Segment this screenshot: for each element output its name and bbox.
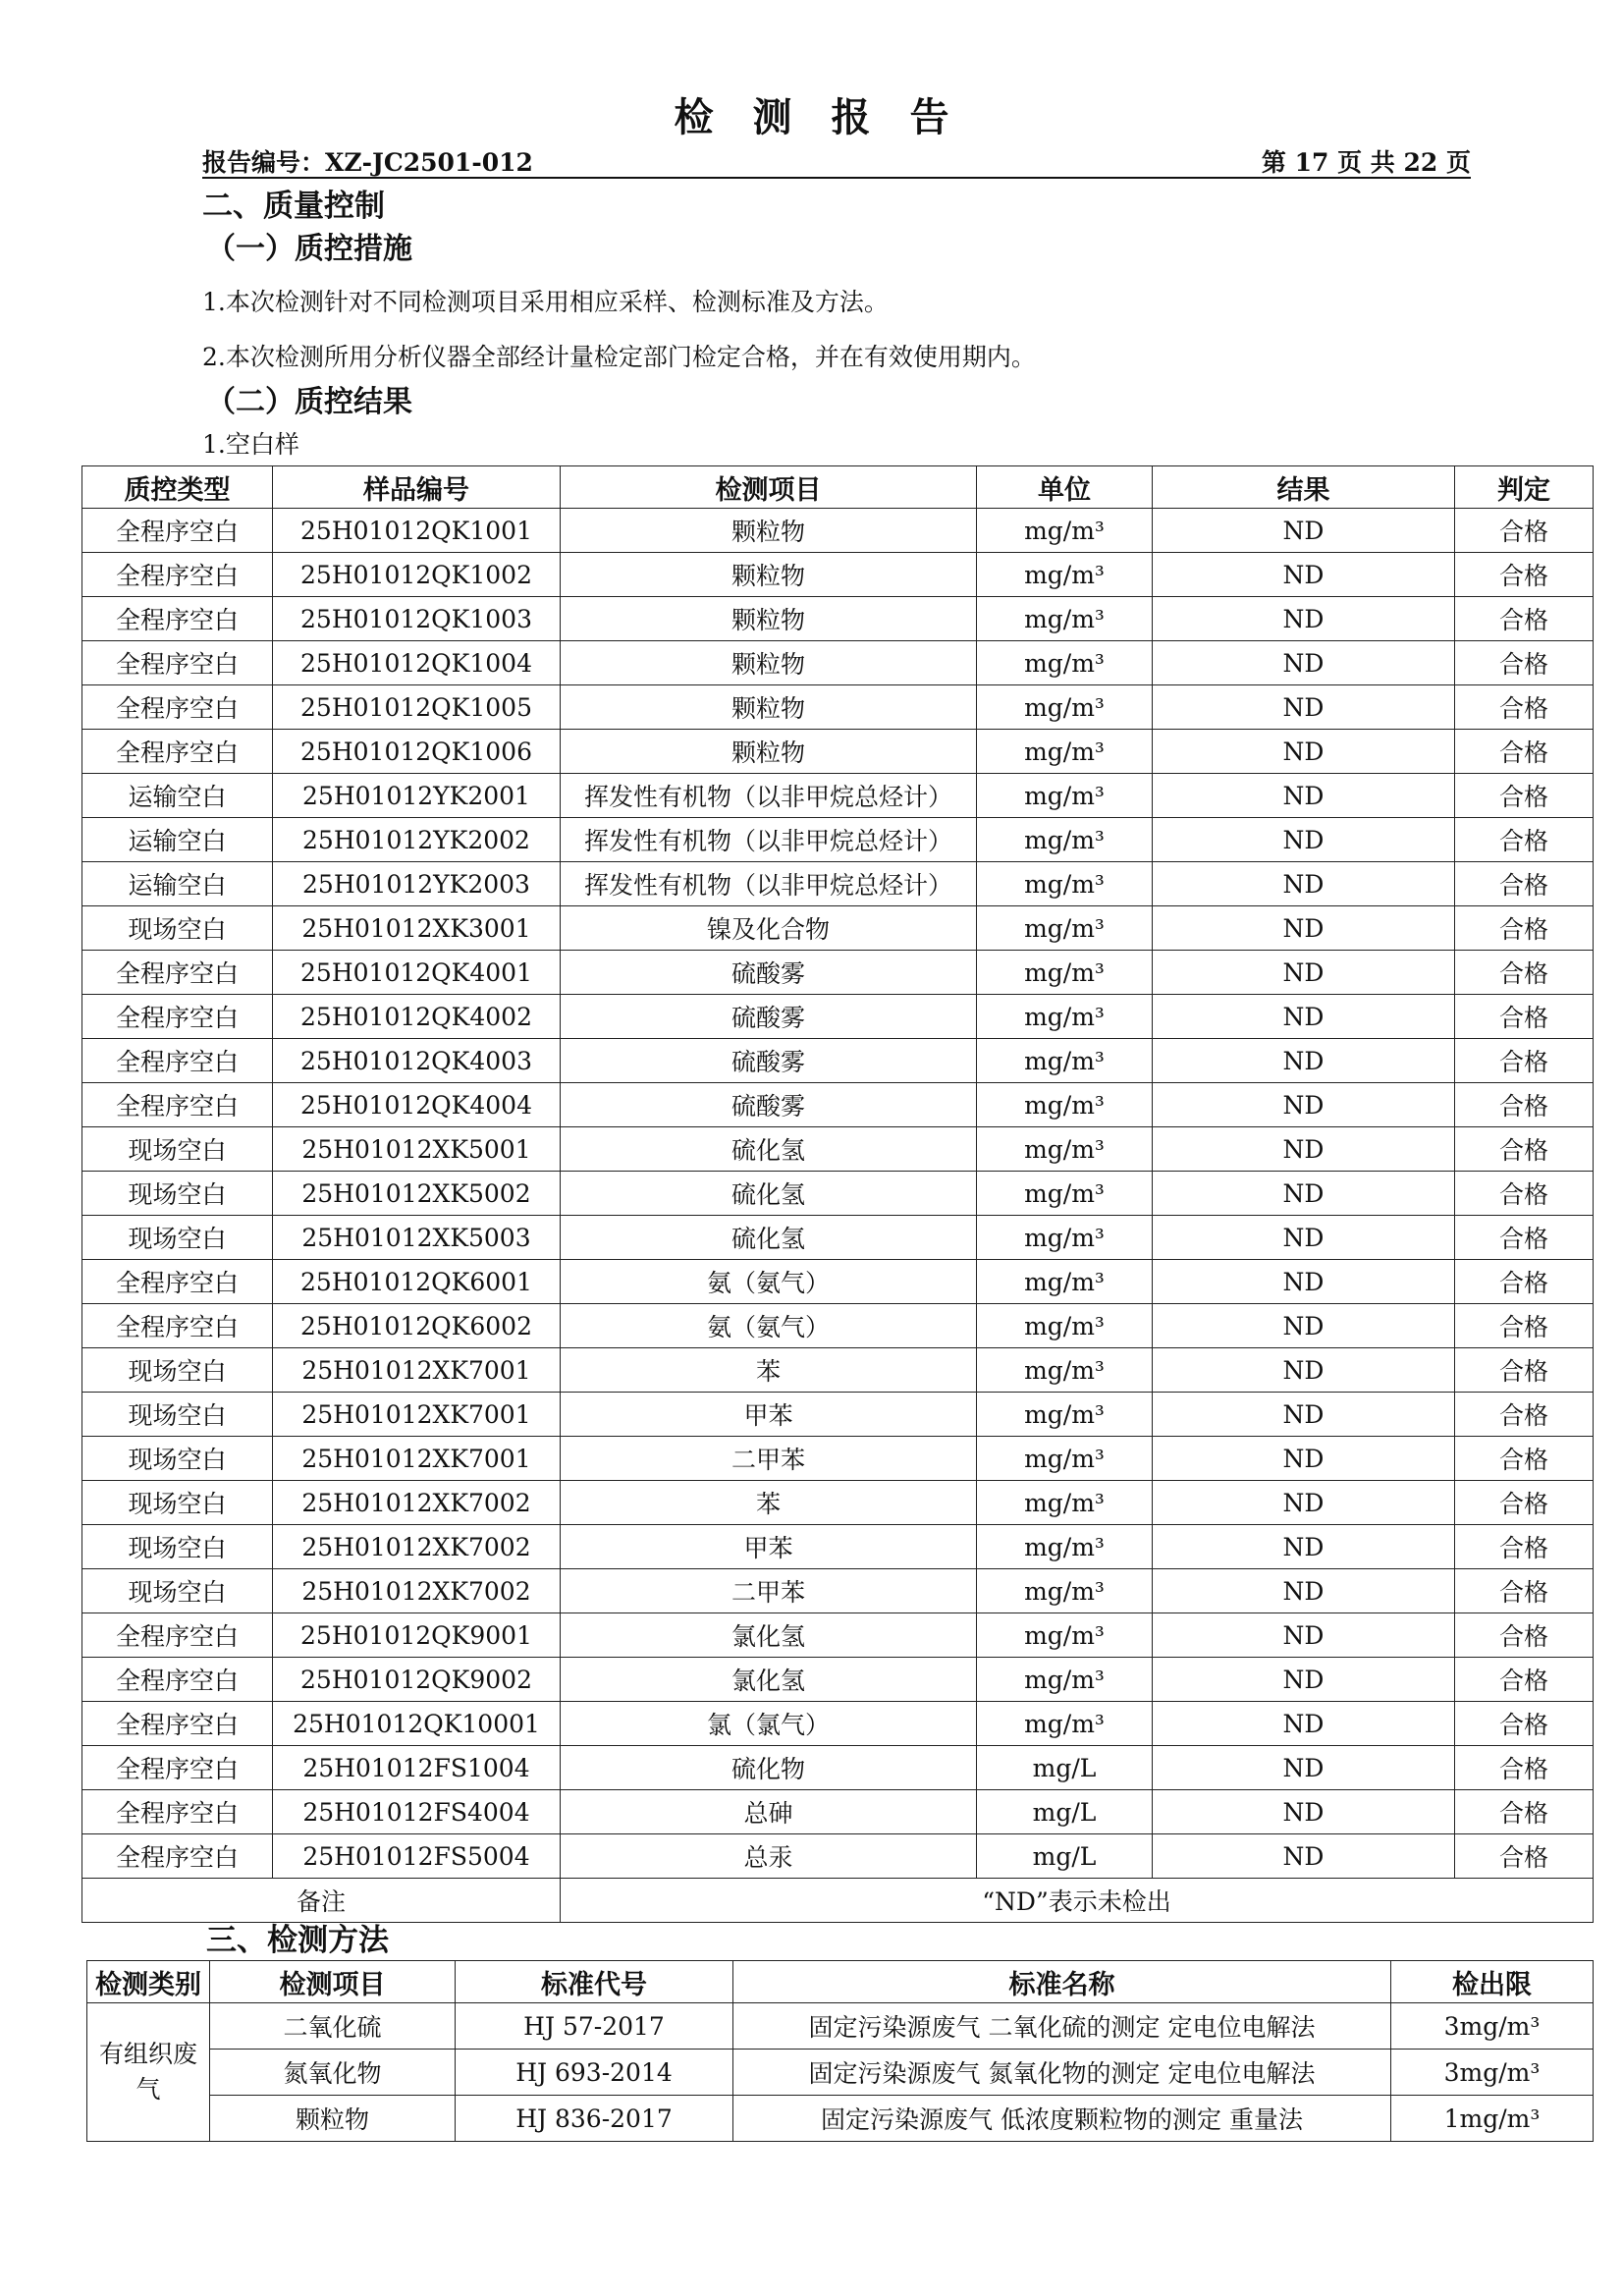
header-standard-name: 标准名称 [733, 1961, 1391, 2003]
unit-cell: mg/m³ [977, 995, 1153, 1039]
result-cell: ND [1153, 1790, 1455, 1834]
unit-cell: mg/m³ [977, 1039, 1153, 1083]
standard-name-cell: 固定污染源废气 低浓度颗粒物的测定 重量法 [733, 2096, 1391, 2142]
test-item-cell: 苯 [561, 1481, 977, 1525]
table-row [82, 1437, 1594, 1481]
report-number: 报告编号：XZ-JC2501-012 [202, 148, 533, 177]
unit-cell: mg/m³ [977, 1348, 1153, 1393]
test-item-cell: 甲苯 [561, 1393, 977, 1437]
sample-id-cell: 25H01012QK1001 [273, 509, 561, 553]
test-item-cell: 硫酸雾 [561, 1083, 977, 1127]
qc-type-cell: 全程序空白 [82, 1834, 273, 1879]
result-cell: ND [1153, 951, 1455, 995]
qc-type-cell: 全程序空白 [82, 951, 273, 995]
test-item-cell: 颗粒物 [561, 730, 977, 774]
judgement-cell: 合格 [1455, 774, 1594, 818]
sample-id-cell: 25H01012QK6001 [273, 1260, 561, 1304]
table-row [82, 1746, 1594, 1790]
category-cell: 有组织废气 [87, 2003, 210, 2142]
qc-type-cell: 现场空白 [82, 1437, 273, 1481]
unit-cell: mg/m³ [977, 1304, 1153, 1348]
method-item-cell: 二氧化硫 [210, 2003, 456, 2050]
test-item-cell: 镍及化合物 [561, 906, 977, 951]
unit-cell: mg/m³ [977, 730, 1153, 774]
qc-type-cell: 全程序空白 [82, 1658, 273, 1702]
unit-cell: mg/L [977, 1790, 1153, 1834]
page-info: 第 17 页 共 22 页 [1261, 148, 1471, 177]
table-row [82, 1260, 1594, 1304]
qc-type-cell: 运输空白 [82, 774, 273, 818]
qc-type-cell: 全程序空白 [82, 995, 273, 1039]
sample-id-cell: 25H01012YK2002 [273, 818, 561, 862]
sample-id-cell: 25H01012XK5002 [273, 1172, 561, 1216]
table-row [82, 1613, 1594, 1658]
standard-name-cell: 固定污染源废气 氮氧化物的测定 定电位电解法 [733, 2050, 1391, 2096]
sample-id-cell: 25H01012XK7001 [273, 1437, 561, 1481]
unit-cell: mg/m³ [977, 1525, 1153, 1569]
table-row [82, 774, 1594, 818]
judgement-cell: 合格 [1455, 1393, 1594, 1437]
sample-id-cell: 25H01012XK7002 [273, 1569, 561, 1613]
table-row [82, 1790, 1594, 1834]
table-row [82, 951, 1594, 995]
unit-cell: mg/m³ [977, 1569, 1153, 1613]
qc-type-cell: 现场空白 [82, 1172, 273, 1216]
sample-id-cell: 25H01012QK4004 [273, 1083, 561, 1127]
sample-id-cell: 25H01012FS1004 [273, 1746, 561, 1790]
section-methods-title: 三、检测方法 [206, 1923, 389, 1958]
sample-id-cell: 25H01012XK7002 [273, 1481, 561, 1525]
detection-limit-cell: 3mg/m³ [1391, 2050, 1594, 2096]
unit-cell: mg/m³ [977, 774, 1153, 818]
standard-code-cell: HJ 693-2014 [456, 2050, 733, 2096]
table-row [82, 1127, 1594, 1172]
detection-limit-cell: 1mg/m³ [1391, 2096, 1594, 2142]
table-row [82, 1039, 1594, 1083]
result-cell: ND [1153, 1260, 1455, 1304]
result-cell: ND [1153, 1304, 1455, 1348]
judgement-cell: 合格 [1455, 1083, 1594, 1127]
judgement-cell: 合格 [1455, 1216, 1594, 1260]
header-qc-type: 质控类型 [82, 466, 273, 509]
judgement-cell: 合格 [1455, 1481, 1594, 1525]
qc-type-cell: 全程序空白 [82, 1790, 273, 1834]
test-item-cell: 氯（氯气） [561, 1702, 977, 1746]
unit-cell: mg/m³ [977, 1216, 1153, 1260]
test-item-cell: 氯化氢 [561, 1658, 977, 1702]
unit-cell: mg/m³ [977, 641, 1153, 685]
qc-type-cell: 现场空白 [82, 1348, 273, 1393]
table-row [82, 641, 1594, 685]
unit-cell: mg/L [977, 1834, 1153, 1879]
test-item-cell: 硫化氢 [561, 1216, 977, 1260]
table-row [82, 1658, 1594, 1702]
result-cell: ND [1153, 1393, 1455, 1437]
judgement-cell: 合格 [1455, 1834, 1594, 1879]
sample-id-cell: 25H01012XK5001 [273, 1127, 561, 1172]
qc-type-cell: 全程序空白 [82, 1039, 273, 1083]
table-row [82, 906, 1594, 951]
test-item-cell: 氨（氨气） [561, 1304, 977, 1348]
judgement-cell: 合格 [1455, 641, 1594, 685]
qc-type-cell: 全程序空白 [82, 1702, 273, 1746]
method-item-cell: 氮氧化物 [210, 2050, 456, 2096]
sample-id-cell: 25H01012QK1002 [273, 553, 561, 597]
method-item-cell: 颗粒物 [210, 2096, 456, 2142]
sample-id-cell: 25H01012QK1004 [273, 641, 561, 685]
table-header-row [82, 466, 1594, 509]
sample-id-cell: 25H01012QK1003 [273, 597, 561, 641]
judgement-cell: 合格 [1455, 1127, 1594, 1172]
result-cell: ND [1153, 597, 1455, 641]
table-row [82, 862, 1594, 906]
result-cell: ND [1153, 906, 1455, 951]
test-item-cell: 甲苯 [561, 1525, 977, 1569]
test-item-cell: 硫化氢 [561, 1127, 977, 1172]
sample-id-cell: 25H01012QK1006 [273, 730, 561, 774]
sample-id-cell: 25H01012QK9001 [273, 1613, 561, 1658]
qc-type-cell: 全程序空白 [82, 553, 273, 597]
qc-type-cell: 现场空白 [82, 1393, 273, 1437]
judgement-cell: 合格 [1455, 1260, 1594, 1304]
result-cell: ND [1153, 1613, 1455, 1658]
sample-id-cell: 25H01012YK2001 [273, 774, 561, 818]
unit-cell: mg/m³ [977, 862, 1153, 906]
sample-id-cell: 25H01012XK7002 [273, 1525, 561, 1569]
unit-cell: mg/m³ [977, 597, 1153, 641]
detection-limit-cell: 3mg/m³ [1391, 2003, 1594, 2050]
table-row [82, 1702, 1594, 1746]
judgement-cell: 合格 [1455, 597, 1594, 641]
sample-id-cell: 25H01012QK9002 [273, 1658, 561, 1702]
test-item-cell: 总汞 [561, 1834, 977, 1879]
result-cell: ND [1153, 1348, 1455, 1393]
judgement-cell: 合格 [1455, 1790, 1594, 1834]
qc-type-cell: 全程序空白 [82, 1304, 273, 1348]
result-cell: ND [1153, 1127, 1455, 1172]
qc-type-cell: 全程序空白 [82, 1083, 273, 1127]
note-text: “ND”表示未检出 [561, 1879, 1594, 1923]
result-cell: ND [1153, 730, 1455, 774]
table-row [82, 730, 1594, 774]
header-standard-code: 标准代号 [456, 1961, 733, 2003]
standard-code-cell: HJ 57-2017 [456, 2003, 733, 2050]
result-cell: ND [1153, 553, 1455, 597]
judgement-cell: 合格 [1455, 1658, 1594, 1702]
judgement-cell: 合格 [1455, 862, 1594, 906]
qc-type-cell: 现场空白 [82, 1127, 273, 1172]
header-result: 结果 [1153, 466, 1455, 509]
judgement-cell: 合格 [1455, 685, 1594, 730]
result-cell: ND [1153, 1658, 1455, 1702]
result-cell: ND [1153, 1172, 1455, 1216]
test-item-cell: 挥发性有机物（以非甲烷总烃计） [561, 774, 977, 818]
judgement-cell: 合格 [1455, 951, 1594, 995]
test-item-cell: 挥发性有机物（以非甲烷总烃计） [561, 818, 977, 862]
judgement-cell: 合格 [1455, 553, 1594, 597]
judgement-cell: 合格 [1455, 1437, 1594, 1481]
sample-id-cell: 25H01012XK5003 [273, 1216, 561, 1260]
qc-type-cell: 全程序空白 [82, 685, 273, 730]
qc-type-cell: 全程序空白 [82, 730, 273, 774]
unit-cell: mg/m³ [977, 1481, 1153, 1525]
table-row [82, 1083, 1594, 1127]
result-cell: ND [1153, 1437, 1455, 1481]
unit-cell: mg/m³ [977, 553, 1153, 597]
header-test-item: 检测项目 [561, 466, 977, 509]
test-item-cell: 硫酸雾 [561, 995, 977, 1039]
unit-cell: mg/m³ [977, 1658, 1153, 1702]
test-item-cell: 硫酸雾 [561, 1039, 977, 1083]
result-cell: ND [1153, 862, 1455, 906]
test-item-cell: 氨（氨气） [561, 1260, 977, 1304]
unit-cell: mg/m³ [977, 509, 1153, 553]
result-cell: ND [1153, 995, 1455, 1039]
method-row [87, 2096, 1594, 2142]
sample-id-cell: 25H01012QK10001 [273, 1702, 561, 1746]
result-cell: ND [1153, 1702, 1455, 1746]
header-item: 检测项目 [210, 1961, 456, 2003]
sample-id-cell: 25H01012XK7001 [273, 1393, 561, 1437]
judgement-cell: 合格 [1455, 995, 1594, 1039]
table-row [82, 1393, 1594, 1437]
method-row [87, 2050, 1594, 2096]
qc-type-cell: 现场空白 [82, 1525, 273, 1569]
table-row [82, 818, 1594, 862]
result-cell: ND [1153, 1083, 1455, 1127]
test-item-cell: 颗粒物 [561, 641, 977, 685]
result-cell: ND [1153, 1746, 1455, 1790]
standard-code-cell: HJ 836-2017 [456, 2096, 733, 2142]
standard-name-cell: 固定污染源废气 二氧化硫的测定 定电位电解法 [733, 2003, 1391, 2050]
measure-item-2: 2.本次检测所用分析仪器全部经计量检定部门检定合格，并在有效使用期内。 [202, 343, 1036, 371]
table-row [82, 1216, 1594, 1260]
unit-cell: mg/m³ [977, 951, 1153, 995]
sample-id-cell: 25H01012FS5004 [273, 1834, 561, 1879]
table-row [82, 1481, 1594, 1525]
unit-cell: mg/m³ [977, 1083, 1153, 1127]
test-item-cell: 硫酸雾 [561, 951, 977, 995]
header-unit: 单位 [977, 466, 1153, 509]
unit-cell: mg/m³ [977, 1437, 1153, 1481]
qc-type-cell: 全程序空白 [82, 1746, 273, 1790]
result-cell: ND [1153, 1834, 1455, 1879]
header-divider [202, 177, 1471, 179]
result-cell: ND [1153, 1216, 1455, 1260]
methods-table [86, 1960, 1594, 2142]
result-cell: ND [1153, 641, 1455, 685]
test-item-cell: 总砷 [561, 1790, 977, 1834]
table-row [82, 509, 1594, 553]
result-cell: ND [1153, 1039, 1455, 1083]
judgement-cell: 合格 [1455, 818, 1594, 862]
unit-cell: mg/m³ [977, 685, 1153, 730]
test-item-cell: 颗粒物 [561, 509, 977, 553]
judgement-cell: 合格 [1455, 1613, 1594, 1658]
result-cell: ND [1153, 818, 1455, 862]
qc-type-cell: 现场空白 [82, 1216, 273, 1260]
result-cell: ND [1153, 1481, 1455, 1525]
test-item-cell: 硫化物 [561, 1746, 977, 1790]
sample-id-cell: 25H01012XK3001 [273, 906, 561, 951]
test-item-cell: 颗粒物 [561, 597, 977, 641]
header-sample-id: 样品编号 [273, 466, 561, 509]
sample-id-cell: 25H01012QK1005 [273, 685, 561, 730]
header-category: 检测类别 [87, 1961, 210, 2003]
judgement-cell: 合格 [1455, 1039, 1594, 1083]
sample-id-cell: 25H01012FS4004 [273, 1790, 561, 1834]
qc-blank-table [81, 465, 1594, 1923]
qc-type-cell: 现场空白 [82, 1481, 273, 1525]
table-row [82, 1525, 1594, 1569]
subsection-measures-title: （一）质控措施 [206, 232, 412, 266]
qc-type-cell: 现场空白 [82, 1569, 273, 1613]
qc-type-cell: 运输空白 [82, 862, 273, 906]
test-item-cell: 二甲苯 [561, 1569, 977, 1613]
sample-id-cell: 25H01012QK4001 [273, 951, 561, 995]
judgement-cell: 合格 [1455, 1702, 1594, 1746]
test-item-cell: 氯化氢 [561, 1613, 977, 1658]
result-cell: ND [1153, 685, 1455, 730]
sample-id-cell: 25H01012XK7001 [273, 1348, 561, 1393]
qc-type-cell: 全程序空白 [82, 509, 273, 553]
sample-id-cell: 25H01012YK2003 [273, 862, 561, 906]
unit-cell: mg/m³ [977, 1702, 1153, 1746]
table-row [82, 1348, 1594, 1393]
test-item-cell: 颗粒物 [561, 685, 977, 730]
result-cell: ND [1153, 1525, 1455, 1569]
unit-cell: mg/m³ [977, 906, 1153, 951]
qc-type-cell: 全程序空白 [82, 1260, 273, 1304]
measure-item-1: 1.本次检测针对不同检测项目采用相应采样、检测标准及方法。 [202, 288, 889, 316]
table-row [82, 995, 1594, 1039]
unit-cell: mg/L [977, 1746, 1153, 1790]
table-row [82, 1569, 1594, 1613]
table-row [82, 597, 1594, 641]
method-row [87, 2003, 1594, 2050]
table-row [82, 1172, 1594, 1216]
unit-cell: mg/m³ [977, 1260, 1153, 1304]
test-item-cell: 二甲苯 [561, 1437, 977, 1481]
page-title: 检测报告 [674, 94, 989, 140]
judgement-cell: 合格 [1455, 906, 1594, 951]
judgement-cell: 合格 [1455, 1569, 1594, 1613]
judgement-cell: 合格 [1455, 1746, 1594, 1790]
test-item-cell: 挥发性有机物（以非甲烷总烃计） [561, 862, 977, 906]
qc-type-cell: 全程序空白 [82, 641, 273, 685]
table-row [82, 1304, 1594, 1348]
judgement-cell: 合格 [1455, 509, 1594, 553]
table-row [82, 553, 1594, 597]
header-judgement: 判定 [1455, 466, 1594, 509]
subsection-results-title: （二）质控结果 [206, 385, 412, 419]
judgement-cell: 合格 [1455, 1304, 1594, 1348]
header-detection-limit: 检出限 [1391, 1961, 1594, 2003]
test-item-cell: 苯 [561, 1348, 977, 1393]
qc-type-cell: 全程序空白 [82, 597, 273, 641]
test-item-cell: 颗粒物 [561, 553, 977, 597]
table-row [82, 1834, 1594, 1879]
result-cell: ND [1153, 774, 1455, 818]
section-quality-control-title: 二、质量控制 [202, 189, 385, 224]
qc-type-cell: 运输空白 [82, 818, 273, 862]
methods-header-row [87, 1961, 1594, 2003]
qc-type-cell: 现场空白 [82, 906, 273, 951]
judgement-cell: 合格 [1455, 1348, 1594, 1393]
result-cell: ND [1153, 509, 1455, 553]
blank-sample-label: 1.空白样 [202, 430, 299, 459]
unit-cell: mg/m³ [977, 1393, 1153, 1437]
note-label: 备注 [82, 1879, 561, 1923]
unit-cell: mg/m³ [977, 1613, 1153, 1658]
qc-type-cell: 全程序空白 [82, 1613, 273, 1658]
table-row [82, 685, 1594, 730]
test-item-cell: 硫化氢 [561, 1172, 977, 1216]
sample-id-cell: 25H01012QK6002 [273, 1304, 561, 1348]
judgement-cell: 合格 [1455, 1525, 1594, 1569]
sample-id-cell: 25H01012QK4002 [273, 995, 561, 1039]
judgement-cell: 合格 [1455, 1172, 1594, 1216]
unit-cell: mg/m³ [977, 1127, 1153, 1172]
judgement-cell: 合格 [1455, 730, 1594, 774]
unit-cell: mg/m³ [977, 818, 1153, 862]
sample-id-cell: 25H01012QK4003 [273, 1039, 561, 1083]
result-cell: ND [1153, 1569, 1455, 1613]
unit-cell: mg/m³ [977, 1172, 1153, 1216]
